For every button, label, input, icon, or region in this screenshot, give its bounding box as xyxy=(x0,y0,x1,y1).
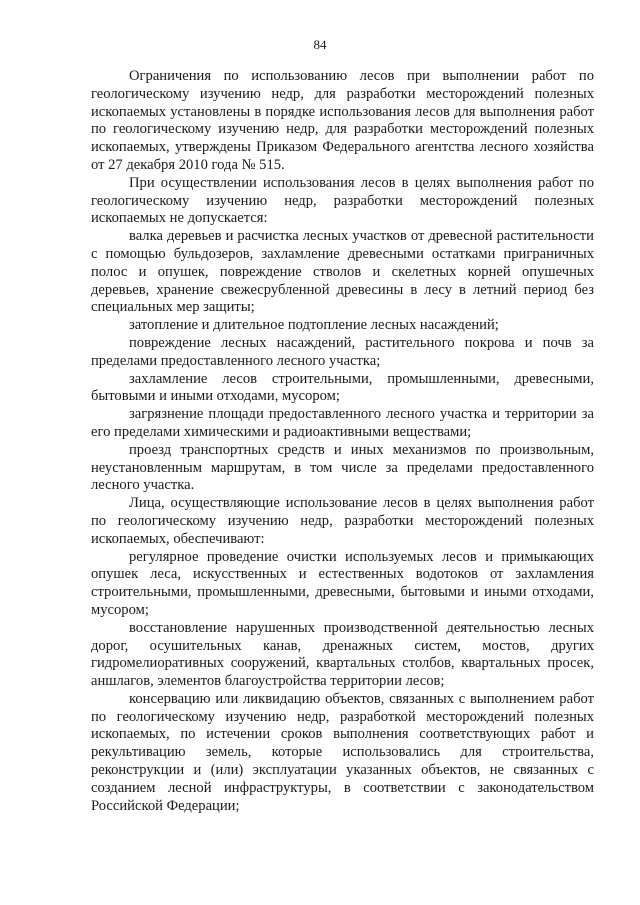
paragraph-vehicle-passage: проезд транспортных средств и иных механизмов по произвольным, неустановленным маршрутам, в том числе за пределами предоставленного лесного участка. xyxy=(91,441,594,494)
paragraph-cleaning: регулярное проведение очистки используемых лесов и примыкающих опушек леса, искусственных и естественных водотоков от захламления строительными, промышленными, древесными, бытовыми и иными отходами, мусором; xyxy=(91,548,594,618)
paragraph-restoration: восстановление нарушенных производственной деятельностью лесных дорог, осушительных канав, дренажных систем, мостов, других гидромелиоративных сооружений, квартальных столбов, квартальных просек, аншлагов, элементов благоустройства территории лесов; xyxy=(91,619,594,690)
paragraph-prohibited-intro: При осуществлении использования лесов в целях выполнения работ по геологическому изучению недр, разработки месторождений полезных ископаемых не допускается: xyxy=(91,174,594,227)
paragraph-conservation: консервацию или ликвидацию объектов, связанных с выполнением работ по геологическому изучению недр, разработкой месторождений полезных ископаемых, по истечении сроков выполнения соответствующих работ и рекультивацию земель, которые использовались для строительства, реконструкции и (или) эксплуатации указанных объектов, не связанных с созданием лесной инфраструктуры, в соответствии с законодательством Российской Федерации; xyxy=(91,690,594,814)
paragraph-restrictions-intro: Ограничения по использованию лесов при выполнении работ по геологическому изучению недр, для разработки месторождений полезных ископаемых установлены в порядке использования лесов для выполнения работ по геологическому изучению недр, для разработки месторождений полезных ископаемых, утверждены Приказом Федерального агентства лесного хозяйства от 27 декабря 2010 года № 515. xyxy=(91,68,594,173)
document-body xyxy=(91,68,594,815)
paragraph-littering: захламление лесов строительными, промышленными, древесными, бытовыми и иными отходами, мусором; xyxy=(91,370,594,405)
page-number: 84 xyxy=(313,37,327,52)
paragraph-tree-felling: валка деревьев и расчистка лесных участков от древесной растительности с помощью бульдозеров, захламление древесными остатками приграничных полос и опушек, повреждение стволов и скелетных корней опушечных деревьев, хранение свежесрубленной древесины в лесу в летний период без специальных мер защиты; xyxy=(91,228,594,316)
paragraph-obligations-intro: Лица, осуществляющие использование лесов в целях выполнения работ по геологическому изучению недр, разработки месторождений полезных ископаемых, обеспечивают: xyxy=(91,495,594,547)
paragraph-vegetation-damage: повреждение лесных насаждений, растительного покрова и почв за пределами предоставленного лесного участка; xyxy=(91,334,594,369)
paragraph-flooding: затопление и длительное подтопление лесных насаждений; xyxy=(129,317,499,334)
paragraph-pollution: загрязнение площади предоставленного лесного участка и территории за его пределами химическими и радиоактивными веществами; xyxy=(91,406,594,440)
